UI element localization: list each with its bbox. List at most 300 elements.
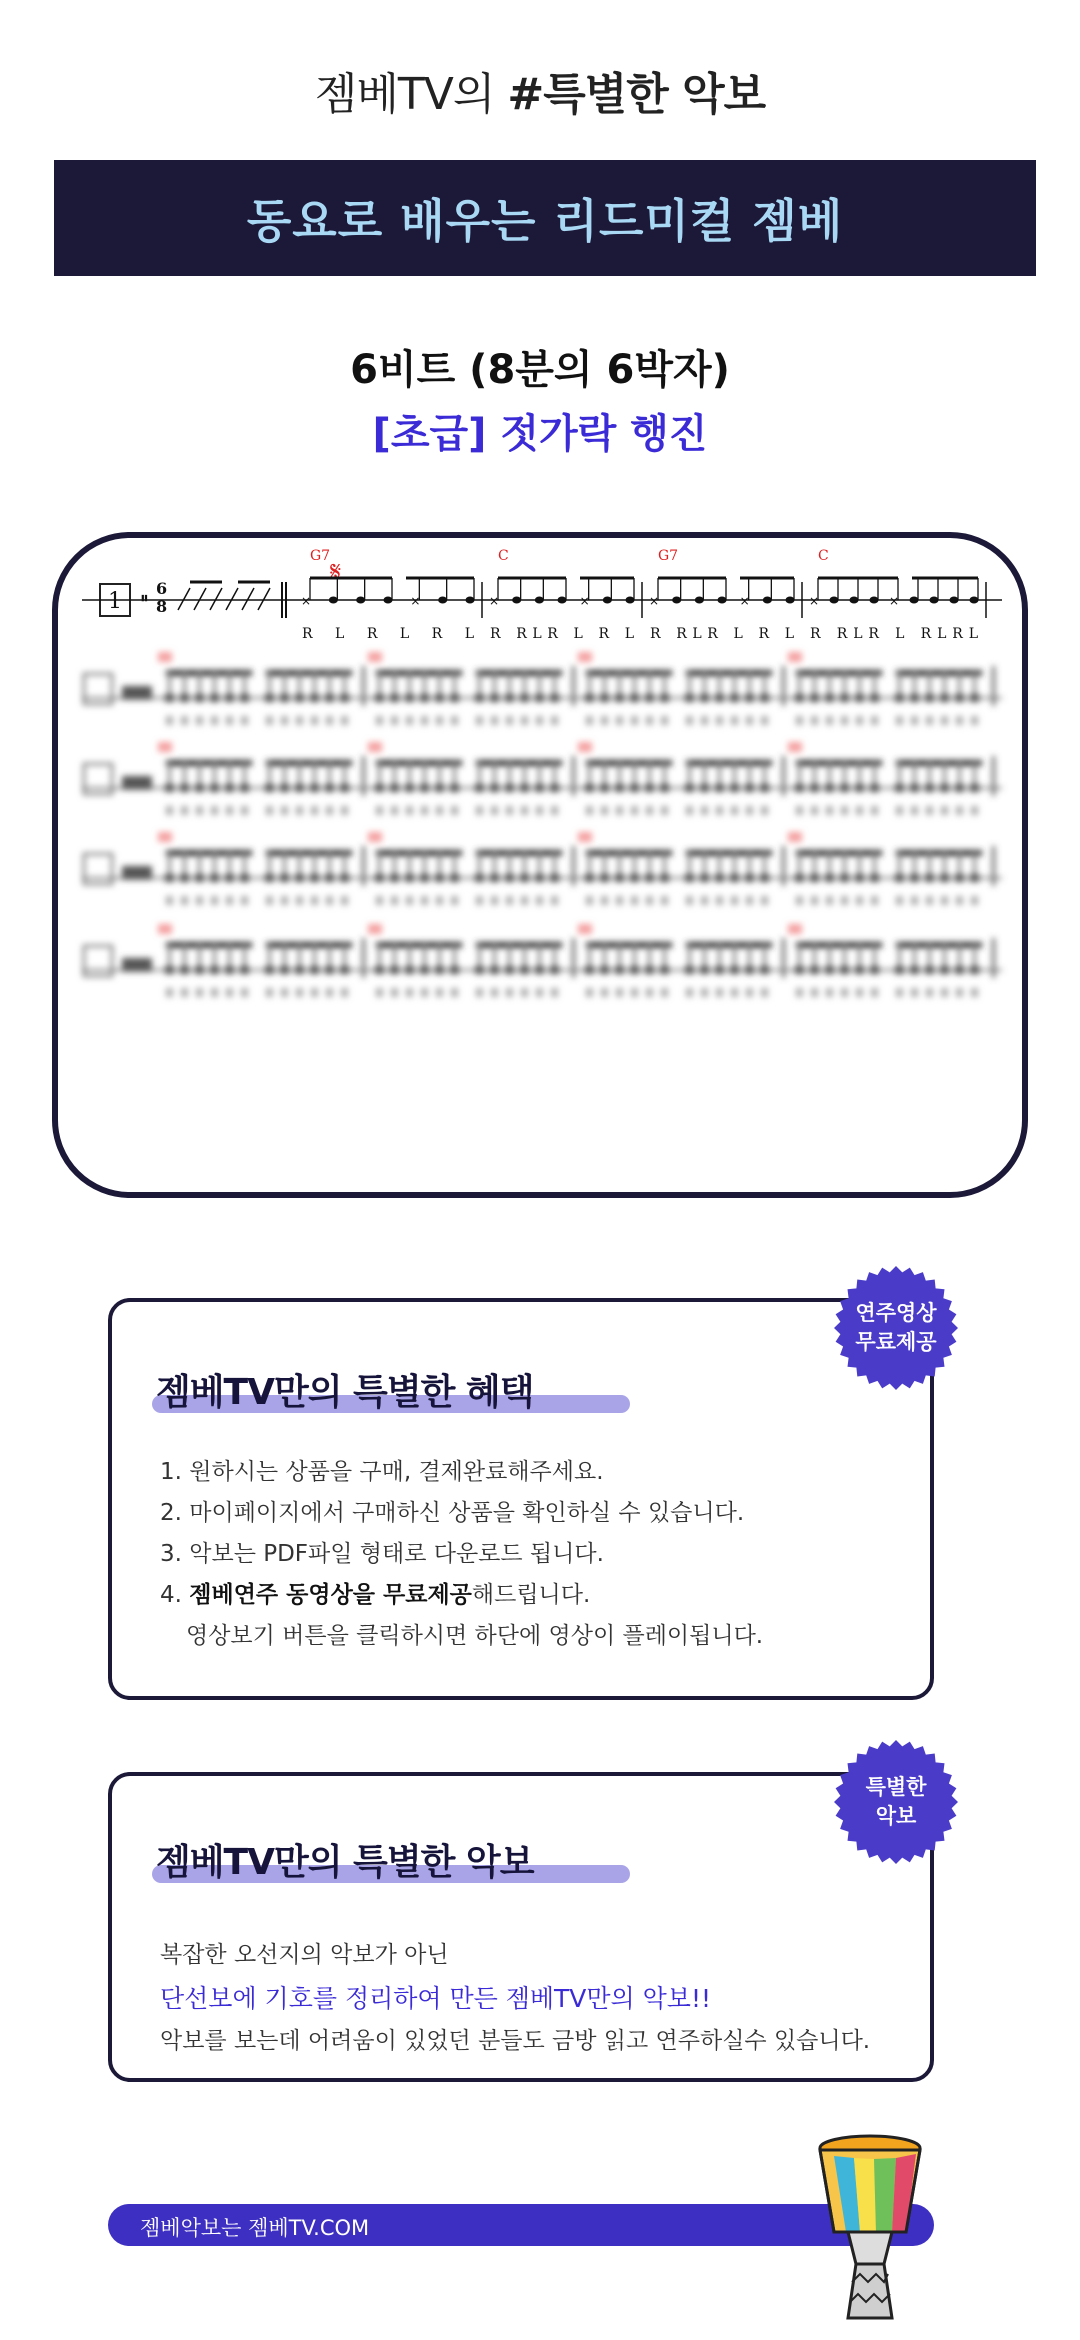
blurred-beam: [686, 850, 772, 856]
blurred-stem: [553, 762, 556, 786]
blurred-stem: [228, 762, 231, 786]
blurred-sticking: [716, 988, 723, 997]
special-description: [160, 1934, 870, 2063]
blurred-chord: [788, 924, 802, 934]
note-head: [512, 597, 521, 604]
beat-title: 6비트 (8분의 6박자): [350, 347, 730, 393]
blurred-stem: [618, 852, 621, 876]
blurred-stem: [553, 944, 556, 968]
blurred-sticking: [926, 716, 933, 725]
blurred-stem: [198, 672, 201, 696]
blurred-stem: [298, 944, 301, 968]
blurred-stem: [958, 672, 961, 696]
blurred-sticking: [941, 896, 948, 905]
blurred-sticking: [451, 988, 458, 997]
blurred-sticking: [311, 896, 318, 905]
blurred-beam: [896, 670, 982, 676]
blurred-beam: [796, 760, 882, 766]
blurred-stem: [183, 852, 186, 876]
blurred-stem: [733, 672, 736, 696]
blurred-stem: [798, 852, 801, 876]
blurred-stem: [588, 762, 591, 786]
blurred-beam: [586, 942, 672, 948]
blurred-sticking: [181, 988, 188, 997]
blurred-sticking: [476, 716, 483, 725]
benefits-card: [108, 1298, 937, 1700]
footer-link[interactable]: 젬베악보는 젬베TV.COM: [140, 2216, 370, 2240]
blurred-stem: [423, 944, 426, 968]
blurred-stem: [858, 762, 861, 786]
blurred-sticking: [796, 896, 803, 905]
blurred-stem: [958, 852, 961, 876]
blurred-stem: [663, 762, 666, 786]
blurred-sticking: [341, 716, 348, 725]
blurred-number-box: [84, 674, 112, 704]
blurred-sticking: [241, 988, 248, 997]
blurred-stem: [478, 672, 481, 696]
blurred-stem: [508, 672, 511, 696]
blurred-sticking: [296, 716, 303, 725]
note-head: [850, 597, 859, 604]
blurred-sticking: [956, 716, 963, 725]
blurred-beam: [266, 670, 352, 676]
blurred-stem: [973, 944, 976, 968]
chord-label: C: [498, 548, 509, 564]
blurred-stem: [913, 762, 916, 786]
blurred-sticking: [761, 716, 768, 725]
blurred-stem: [408, 852, 411, 876]
blurred-sticking: [451, 896, 458, 905]
blurred-sticking: [281, 896, 288, 905]
blurred-stem: [378, 672, 381, 696]
blurred-sticking: [181, 716, 188, 725]
score-line-1: [82, 548, 1002, 642]
blurred-sticking: [661, 806, 668, 815]
list-item: 2. 마이페이지에서 구매하신 상품을 확인하실 수 있습니다.: [160, 1500, 745, 1526]
blurred-stem: [928, 672, 931, 696]
blurred-stem: [618, 944, 621, 968]
blurred-stem: [748, 944, 751, 968]
blurred-chord: [578, 652, 592, 662]
blurred-stem: [393, 852, 396, 876]
blurred-stem: [313, 944, 316, 968]
blurred-staff: [82, 697, 1002, 699]
blurred-sticking: [341, 988, 348, 997]
blurred-stem: [828, 852, 831, 876]
blurred-stem: [688, 672, 691, 696]
blurred-sticking: [871, 988, 878, 997]
blurred-beam: [476, 942, 562, 948]
blurred-sticking: [941, 806, 948, 815]
blurred-number-box: [84, 764, 112, 794]
note-head: [970, 597, 979, 604]
blurred-stem: [408, 672, 411, 696]
blurred-sticking: [761, 806, 768, 815]
blurred-sticking: [296, 896, 303, 905]
badge-line-1: 특별한: [865, 1775, 927, 1799]
blurred-stem: [813, 672, 816, 696]
blurred-stem: [313, 852, 316, 876]
footer-bar[interactable]: [108, 2204, 934, 2246]
blurred-sticking: [871, 896, 878, 905]
blurred-chord: [158, 742, 172, 752]
blurred-stem: [453, 944, 456, 968]
blurred-sticking: [326, 806, 333, 815]
blurred-sticking: [311, 716, 318, 725]
badge-line-2: 악보: [875, 1804, 917, 1828]
title-banner: [54, 160, 1036, 276]
blurred-sticking: [421, 806, 428, 815]
blurred-stem: [198, 852, 201, 876]
note-x: ×: [410, 594, 421, 608]
blurred-sticking: [211, 806, 218, 815]
blurred-stem: [198, 944, 201, 968]
blurred-stem: [243, 762, 246, 786]
blurred-sticking: [896, 988, 903, 997]
note-head: [438, 597, 447, 604]
blurred-sticking: [731, 988, 738, 997]
note-head: [695, 597, 704, 604]
blurred-staff: [82, 969, 1002, 971]
blurred-sticking: [406, 988, 413, 997]
blurred-barline: [782, 846, 785, 886]
blurred-stem: [763, 852, 766, 876]
blurred-sticking: [796, 988, 803, 997]
blurred-stem: [618, 762, 621, 786]
blurred-stem: [618, 672, 621, 696]
special-score-badge: [834, 1740, 958, 1864]
blurred-sticking: [716, 716, 723, 725]
page-title: [0, 58, 1080, 122]
blurred-stem: [733, 762, 736, 786]
blurred-stem: [733, 852, 736, 876]
blurred-stem: [663, 944, 666, 968]
blurred-stem: [478, 852, 481, 876]
blurred-barline: [782, 666, 785, 706]
blurred-sticking: [376, 896, 383, 905]
blurred-stem: [213, 672, 216, 696]
blurred-sticking: [506, 716, 513, 725]
blurred-sticking: [616, 716, 623, 725]
blurred-sticking: [701, 988, 708, 997]
note-head: [626, 597, 635, 604]
blurred-sticking: [941, 716, 948, 725]
blurred-sticking: [266, 806, 273, 815]
blurred-sticking: [826, 806, 833, 815]
blurred-stem: [603, 852, 606, 876]
blurred-stem: [843, 852, 846, 876]
blurred-stem: [648, 672, 651, 696]
blurred-sticking: [601, 896, 608, 905]
blurred-chord: [368, 832, 382, 842]
blurred-stem: [453, 762, 456, 786]
blurred-sticking: [436, 716, 443, 725]
blurred-sticking: [311, 988, 318, 997]
title-bold: #특별한 악보: [507, 69, 766, 120]
blurred-sticking: [716, 896, 723, 905]
blurred-stem: [588, 852, 591, 876]
blurred-sticking: [476, 806, 483, 815]
blurred-stem: [718, 852, 721, 876]
blurred-stem: [243, 672, 246, 696]
time-sig-top: 6: [156, 579, 168, 598]
blurred-stem: [423, 762, 426, 786]
blurred-beam: [166, 942, 252, 948]
blurred-stem: [328, 852, 331, 876]
blurred-sticking: [196, 896, 203, 905]
blurred-sticking: [226, 896, 233, 905]
blurred-stem: [603, 672, 606, 696]
blurred-sticking: [436, 988, 443, 997]
banner-text: 동요로 배우는 리드미컬 젬베: [246, 194, 844, 248]
blurred-sticking: [926, 896, 933, 905]
blurred-chord: [368, 652, 382, 662]
blurred-stem: [328, 672, 331, 696]
note-head: [384, 597, 393, 604]
blurred-sticking: [661, 716, 668, 725]
blurred-sticking: [211, 716, 218, 725]
blurred-sticking: [181, 806, 188, 815]
blurred-beam: [266, 942, 352, 948]
blurred-stem: [843, 672, 846, 696]
blurred-stem: [378, 852, 381, 876]
blurred-beam: [166, 760, 252, 766]
blurred-stem: [873, 852, 876, 876]
blurred-stem: [873, 944, 876, 968]
blurred-stem: [228, 672, 231, 696]
blurred-staff: [82, 787, 1002, 789]
blurred-sticking: [166, 716, 173, 725]
blurred-stem: [243, 852, 246, 876]
blurred-sticking: [436, 806, 443, 815]
blurred-sticking: [451, 716, 458, 725]
blurred-stem: [523, 944, 526, 968]
blurred-stem: [268, 672, 271, 696]
blurred-chord: [788, 832, 802, 842]
blurred-beam: [376, 760, 462, 766]
blurred-number-box: [84, 854, 112, 884]
blurred-stem: [828, 944, 831, 968]
blurred-sticking: [166, 988, 173, 997]
blurred-sticking: [406, 896, 413, 905]
blurred-stem: [928, 944, 931, 968]
blurred-sticking: [661, 988, 668, 997]
blurred-sticking: [796, 716, 803, 725]
percussion-clef: 𝄥: [142, 589, 147, 608]
blurred-sticking: [196, 716, 203, 725]
blurred-stem: [633, 762, 636, 786]
blurred-sticking: [856, 716, 863, 725]
blurred-stem: [718, 944, 721, 968]
blurred-sticking: [376, 988, 383, 997]
blurred-sticking: [731, 896, 738, 905]
blurred-sticking: [586, 716, 593, 725]
blurred-stem: [328, 944, 331, 968]
blurred-sticking: [326, 896, 333, 905]
blurred-beam: [376, 670, 462, 676]
blurred-stem: [813, 944, 816, 968]
blurred-chord: [368, 742, 382, 752]
blurred-beam: [476, 760, 562, 766]
blurred-stem: [703, 762, 706, 786]
blurred-stem: [423, 852, 426, 876]
badge-line-1: 연주영상: [855, 1301, 937, 1325]
blurred-stem: [438, 672, 441, 696]
blurred-stem: [213, 944, 216, 968]
blurred-beam: [686, 670, 772, 676]
blurred-sticking: [841, 988, 848, 997]
blurred-stem: [343, 762, 346, 786]
blurred-sticking: [211, 896, 218, 905]
blurred-sticking: [266, 896, 273, 905]
blurred-stem: [508, 762, 511, 786]
note-head: [356, 597, 365, 604]
blurred-stem: [343, 672, 346, 696]
blurred-sticking: [536, 896, 543, 905]
blurred-barline: [572, 756, 575, 796]
blurred-stem: [828, 672, 831, 696]
blurred-sticking: [811, 716, 818, 725]
blurred-stem: [523, 852, 526, 876]
blurred-sticking: [211, 988, 218, 997]
blurred-stem: [393, 762, 396, 786]
blurred-sticking: [896, 716, 903, 725]
blurred-stem: [378, 762, 381, 786]
blurred-stem: [943, 852, 946, 876]
blurred-stem: [973, 672, 976, 696]
blurred-sticking: [841, 716, 848, 725]
blurred-sticking: [491, 896, 498, 905]
blurred-sticking: [601, 716, 608, 725]
blurred-stem: [843, 944, 846, 968]
blurred-stem: [213, 762, 216, 786]
blurred-sticking: [646, 896, 653, 905]
blurred-stem: [423, 672, 426, 696]
blurred-stem: [798, 762, 801, 786]
blurred-chord: [788, 652, 802, 662]
blurred-sticking: [601, 806, 608, 815]
blurred-stem: [813, 762, 816, 786]
blurred-stem: [798, 672, 801, 696]
blurred-sticking: [586, 896, 593, 905]
blurred-sticking: [506, 896, 513, 905]
blurred-stem: [538, 852, 541, 876]
blurred-chord: [578, 742, 592, 752]
note-head: [329, 597, 338, 604]
blurred-sticking: [226, 716, 233, 725]
blurred-stem: [328, 762, 331, 786]
blurred-sticking: [686, 988, 693, 997]
list-item: 1. 원하시는 상품을 구매, 결제완료해주세요.: [160, 1459, 604, 1485]
blurred-sticking: [971, 716, 978, 725]
blurred-stem: [763, 672, 766, 696]
blurred-barline: [782, 756, 785, 796]
special-heading: [156, 1834, 626, 1885]
list-item: 3. 악보는 PDF파일 형태로 다운로드 됩니다.: [160, 1541, 604, 1567]
blurred-stem: [553, 852, 556, 876]
blurred-beam: [166, 850, 252, 856]
blurred-sticking: [746, 716, 753, 725]
note-x: ×: [489, 594, 500, 608]
blurred-beam: [476, 670, 562, 676]
note-head: [603, 597, 612, 604]
benefits-heading: [156, 1364, 626, 1415]
blurred-stem: [453, 672, 456, 696]
blurred-sticking: [601, 988, 608, 997]
blurred-sticking: [491, 716, 498, 725]
blurred-stem: [243, 944, 246, 968]
note-head: [535, 597, 544, 604]
blurred-stem: [873, 672, 876, 696]
blurred-sticking: [391, 896, 398, 905]
chord-label: G7: [310, 548, 331, 564]
blurred-stem: [663, 672, 666, 696]
note-head: [950, 597, 959, 604]
blurred-stem: [648, 944, 651, 968]
blurred-sticking: [536, 716, 543, 725]
blurred-beam: [476, 850, 562, 856]
blurred-stem: [438, 762, 441, 786]
note-head: [930, 597, 939, 604]
blurred-stem: [298, 852, 301, 876]
blurred-sticking: [491, 806, 498, 815]
blurred-stem: [973, 852, 976, 876]
blurred-sticking: [631, 988, 638, 997]
blurred-sticking: [896, 896, 903, 905]
blurred-sticking: [616, 988, 623, 997]
blurred-stem: [928, 762, 931, 786]
blurred-stem: [913, 672, 916, 696]
blurred-stem: [198, 762, 201, 786]
blurred-stem: [493, 672, 496, 696]
blurred-sticking: [686, 896, 693, 905]
blurred-stem: [283, 944, 286, 968]
blurred-beam: [586, 670, 672, 676]
blurred-sticking: [421, 716, 428, 725]
blurred-stem: [183, 672, 186, 696]
blurred-stem: [943, 672, 946, 696]
blurred-number-box: [84, 946, 112, 976]
blurred-sticking: [281, 716, 288, 725]
blurred-sticking: [491, 988, 498, 997]
blurred-sticking: [536, 988, 543, 997]
blurred-chord: [158, 832, 172, 842]
blurred-sticking: [811, 806, 818, 815]
blurred-stem: [508, 944, 511, 968]
blurred-barline: [362, 938, 365, 978]
blurred-sticking: [196, 988, 203, 997]
blurred-stem: [313, 762, 316, 786]
blurred-sticking: [551, 716, 558, 725]
blurred-sticking: [686, 806, 693, 815]
blurred-stem: [588, 944, 591, 968]
blurred-sticking: [326, 988, 333, 997]
note-head: [558, 597, 567, 604]
note-head: [763, 597, 772, 604]
blurred-stem: [748, 762, 751, 786]
blurred-sticking: [871, 806, 878, 815]
blurred-sticking: [646, 716, 653, 725]
blurred-sticking: [551, 896, 558, 905]
blurred-stem: [688, 944, 691, 968]
blurred-sticking: [646, 806, 653, 815]
blurred-stem: [268, 852, 271, 876]
blurred-sticking: [701, 806, 708, 815]
blurred-stem: [538, 672, 541, 696]
blurred-sticking: [911, 716, 918, 725]
blurred-stem: [298, 762, 301, 786]
blurred-stem: [688, 852, 691, 876]
